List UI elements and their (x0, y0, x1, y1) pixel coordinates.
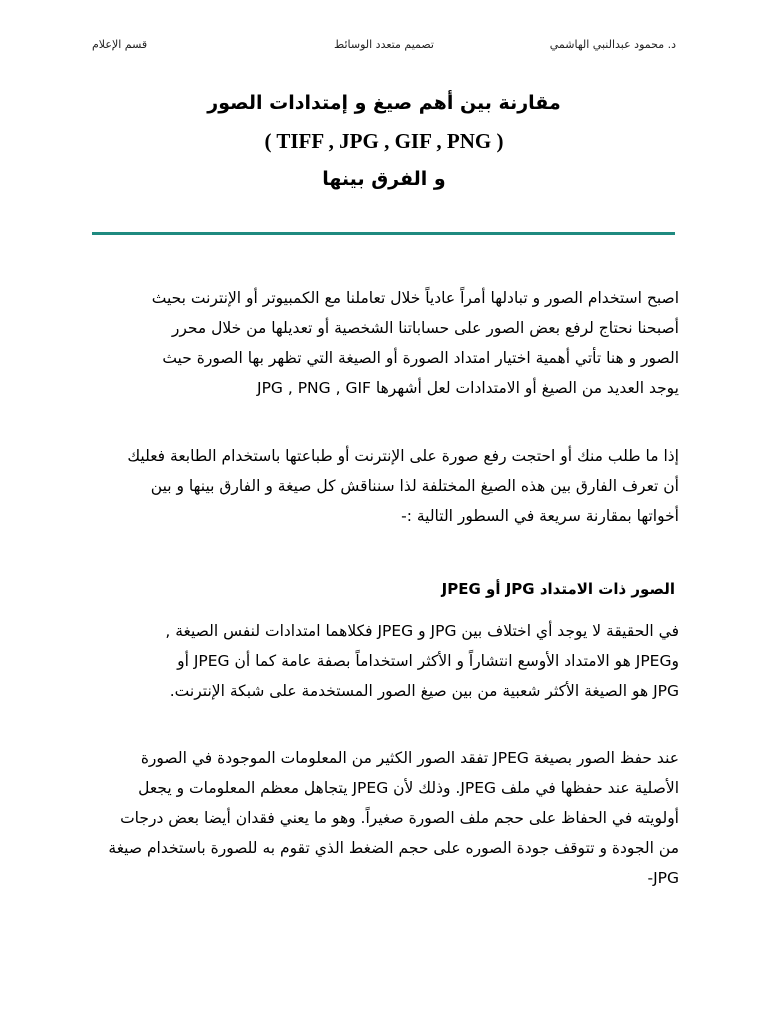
header-course: تصميم متعدد الوسائط (334, 38, 434, 51)
paragraph-line: من الجودة و تتوقف جودة الصوره على حجم الضغط الذي تقوم به للصورة باستخدام صيغة (108, 839, 679, 857)
paragraph-line: أن تعرف الفارق بين هذه الصيغ المختلفة لذا سنناقش كل صيغة و الفارق بينها و بين (150, 477, 679, 495)
paragraph-line: وJPEG هو الامتداد الأوسع انتشاراً و الأكثر استخداماً بصفة عامة كما أن JPEG أو (177, 652, 679, 670)
paragraph-line: الصور و هنا تأتي أهمية اختيار امتداد الصورة أو الصيغة التي تظهر بها الصورة حيث (162, 349, 679, 367)
paragraph-line: اصبح استخدام الصور و تبادلها أمراً عادياً خلال تعاملنا مع الكمبيوتر أو الإنترنت بحيث (151, 289, 679, 307)
paragraph-line: إذا ما طلب منك أو احتجت رفع صورة على الإنترنت أو طباعتها باستخدام الطابعة فعليك (127, 447, 679, 465)
header-author: د. محمود عبدالنبي الهاشمي (549, 38, 676, 51)
title-line-2: ( TIFF , JPG , GIF , PNG ) (264, 129, 504, 153)
title-line-1: مقارنة بين أهم صيغ و إمتدادات الصور (207, 92, 561, 114)
paragraph-line: أخواتها بمقارنة سريعة في السطور التالية :- (401, 507, 679, 525)
title-line-3: و الفرق بينها (322, 168, 446, 190)
paragraph-jpg-compression (92, 743, 679, 893)
paragraph-line: في الحقيقة لا يوجد أي اختلاف بين JPG و JPEG فكلاهما امتدادات لنفس الصيغة , (165, 622, 679, 640)
paragraph-line: عند حفظ الصور بصيغة JPEG تفقد الصور الكثير من المعلومات الموجودة في الصورة (140, 749, 679, 767)
page-header (92, 38, 676, 56)
paragraph-line: أولويته في الحفاظ على حجم ملف الصورة صغيراً. وهو ما يعني فقدان أيضا بعض درجات (120, 809, 679, 827)
paragraph-intro (92, 283, 679, 403)
paragraph-jpg-intro (92, 616, 679, 706)
title-divider (92, 232, 675, 235)
paragraph-line: أصبحنا نحتاج لرفع بعض الصور على حساباتنا الشخصية أو تعديلها من خلال محرر (171, 319, 679, 337)
paragraph-line: الأصلية عند حفظها في ملف JPEG. وذلك لأن JPEG يتجاهل معظم المعلومات و يجعل (138, 779, 679, 797)
paragraph-purpose (92, 441, 679, 531)
section-heading-jpg: الصور ذات الامتداد JPG أو JPEG (441, 580, 675, 598)
paragraph-line: JPG هو الصيغة الأكثر شعبية من بين صيغ الصور المستخدمة على شبكة الإنترنت. (169, 682, 679, 700)
header-department: قسم الإعلام (92, 38, 148, 51)
paragraph-line: يوجد العديد من الصيغ أو الامتدادات لعل أشهرها JPG , PNG , GIF (257, 379, 679, 397)
document-title (92, 84, 676, 198)
paragraph-line: JPG- (647, 869, 679, 887)
